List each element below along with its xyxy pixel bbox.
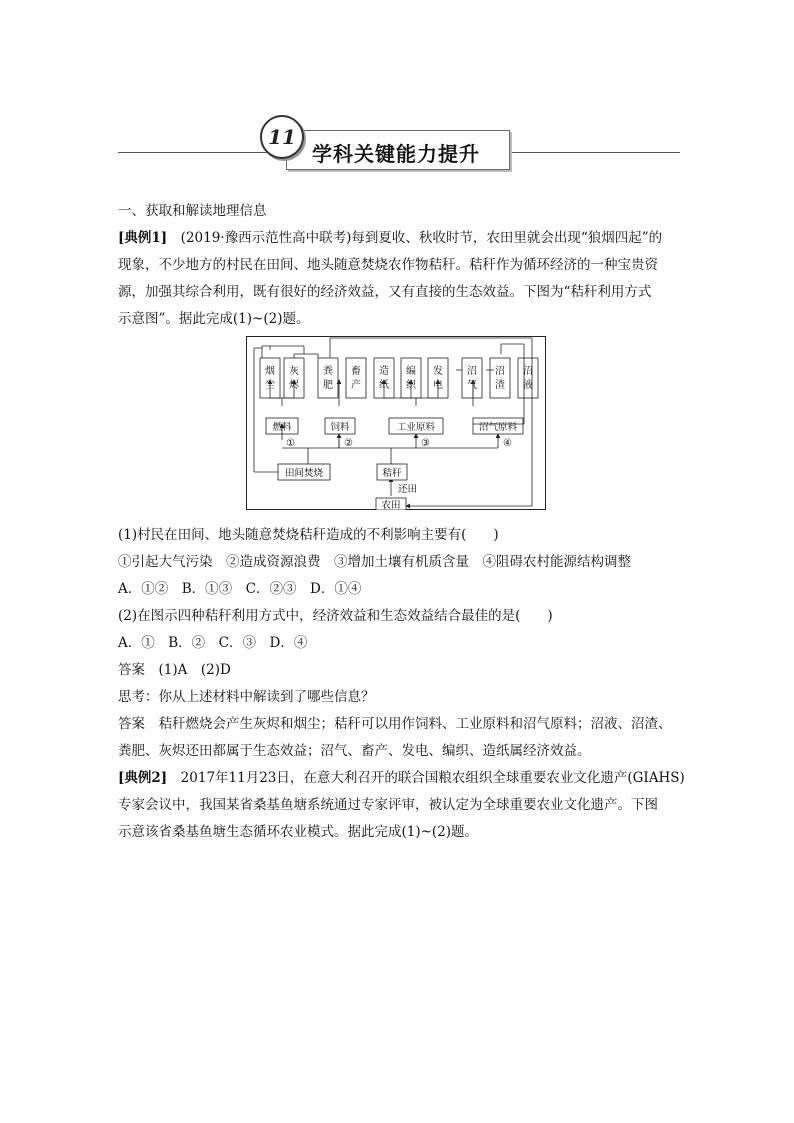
question-1-options: A．①② B．①③ C．②③ D．①④ [118, 581, 362, 597]
answer-2-line-1: 答案 秸秆燃烧会产生灰烬和烟尘；秸秆可以用作饲料、工业原料和沼气原料；沼液、沼渣、 [118, 716, 672, 732]
page-title: 学科关键能力提升 [312, 142, 480, 166]
diagram-method-number: ③ [421, 438, 430, 449]
diagram-top-box-label: 沼 [495, 366, 505, 377]
diagram-top-box-label: 电 [433, 380, 443, 391]
answer-1: 答案 (1)A (2)D [118, 662, 231, 678]
diagram-top-box-label: 气 [467, 380, 477, 391]
section-number-badge: 11 [260, 115, 304, 159]
straw-utilization-diagram [246, 336, 546, 510]
diagram-mid-box-label: 沼气原料 [478, 422, 518, 433]
diagram-top-box-label: 粪 [323, 366, 333, 377]
diagram-top-box-label: 产 [351, 380, 361, 391]
example2-line-2: 专家会议中，我国某省桑基鱼塘系统通过专家评审，被认定为全球重要农业文化遗产。下图 [118, 797, 658, 813]
field-box-label: 农田 [381, 500, 401, 510]
question-2-options: A．① B．② C．③ D．④ [118, 635, 308, 651]
diagram-top-box-label: 烟 [265, 366, 275, 377]
diagram-top-box-label: 畜 [351, 366, 361, 377]
diagram-top-box-label: 液 [523, 380, 533, 391]
example2-line-1 [118, 765, 685, 792]
diagram-top-box-label: 渣 [495, 380, 505, 391]
think-prompt: 思考：你从上述材料中解读到了哪些信息？ [118, 689, 375, 705]
example1-line-4: 示意图”。据此完成(1)~(2)题。 [118, 311, 310, 327]
chapter-header [0, 0, 794, 190]
example1-line-3: 源，加强其综合利用，既有很好的经济效益，又有直接的生态效益。下图为“秸秆利用方式 [118, 284, 652, 300]
example1-line-1 [118, 225, 678, 252]
example1-tag: [典例1] [118, 230, 168, 246]
content-top [118, 198, 678, 333]
diagram-top-box [346, 358, 366, 398]
diagram-top-box-label: 烬 [289, 380, 299, 391]
return-label: 还田 [398, 484, 418, 495]
example2-text-1: 2017年11月23日，在意大利召开的联合国粮农组织全球重要农业文化遗产(GIAHS) [180, 770, 685, 786]
answer-2-line-2: 粪肥、灰烬还田都属于生态效益；沼气、畜产、发电、编织、造纸属经济效益。 [118, 743, 591, 759]
section-heading: 一、获取和解读地理信息 [118, 203, 267, 219]
diagram-top-box-label: 发 [433, 366, 443, 377]
example1-text-1: (2019·豫西示范性高中联考)每到夏收、秋收时节，农田里就会出现“狼烟四起”的 [180, 230, 663, 246]
example2-line-3: 示意该省桑基鱼塘生态循环农业模式。据此完成(1)~(2)题。 [118, 824, 479, 840]
diagram-top-box-label: 肥 [323, 380, 333, 391]
straw-box-label: 秸秆 [382, 468, 402, 479]
diagram-top-box-label: 灰 [289, 366, 299, 377]
diagram-top-box-label: 编 [406, 366, 416, 377]
content-questions [118, 522, 685, 846]
diagram-top-box [318, 358, 338, 398]
diagram-top-box-label: 纸 [379, 380, 389, 391]
example2-tag: [典例2] [118, 770, 168, 786]
question-2: (2)在图示四种秸秆利用方式中，经济效益和生态效益结合最佳的是( ) [118, 608, 553, 624]
question-1: (1)村民在田间、地头随意焚烧秸秆造成的不利影响主要有( ) [118, 527, 499, 543]
diagram-method-number: ④ [503, 438, 512, 449]
diagram-top-box-label: 沼 [523, 366, 533, 377]
diagram-top-box-label: 织 [406, 380, 416, 391]
diagram-mid-box-label: 燃料 [272, 422, 292, 433]
diagram-top-box-label: 沼 [467, 366, 477, 377]
diagram-top-box-label: 造 [379, 366, 389, 377]
example1-line-2: 现象，不少地方的村民在田间、地头随意焚烧农作物秸秆。秸秆作为循环经济的一种宝贵资 [118, 257, 658, 273]
diagram-mid-box-label: 饲料 [330, 422, 350, 433]
diagram-top-box-label: 尘 [265, 380, 275, 391]
question-1-items: ①引起大气污染 ②造成资源浪费 ③增加土壤有机质含量 ④阻碍农村能源结构调整 [118, 554, 631, 570]
diagram-mid-box-label: 工业原料 [396, 422, 436, 433]
header-rule-right [508, 152, 680, 153]
diagram-method-number: ① [286, 438, 295, 449]
diagram-top-box [518, 358, 538, 398]
header-rule-left [118, 152, 268, 153]
diagram-method-number: ② [344, 438, 353, 449]
diagram-top-box [490, 358, 510, 398]
diagram-top-box [462, 358, 482, 398]
burn-box-label: 田间焚烧 [284, 468, 324, 479]
